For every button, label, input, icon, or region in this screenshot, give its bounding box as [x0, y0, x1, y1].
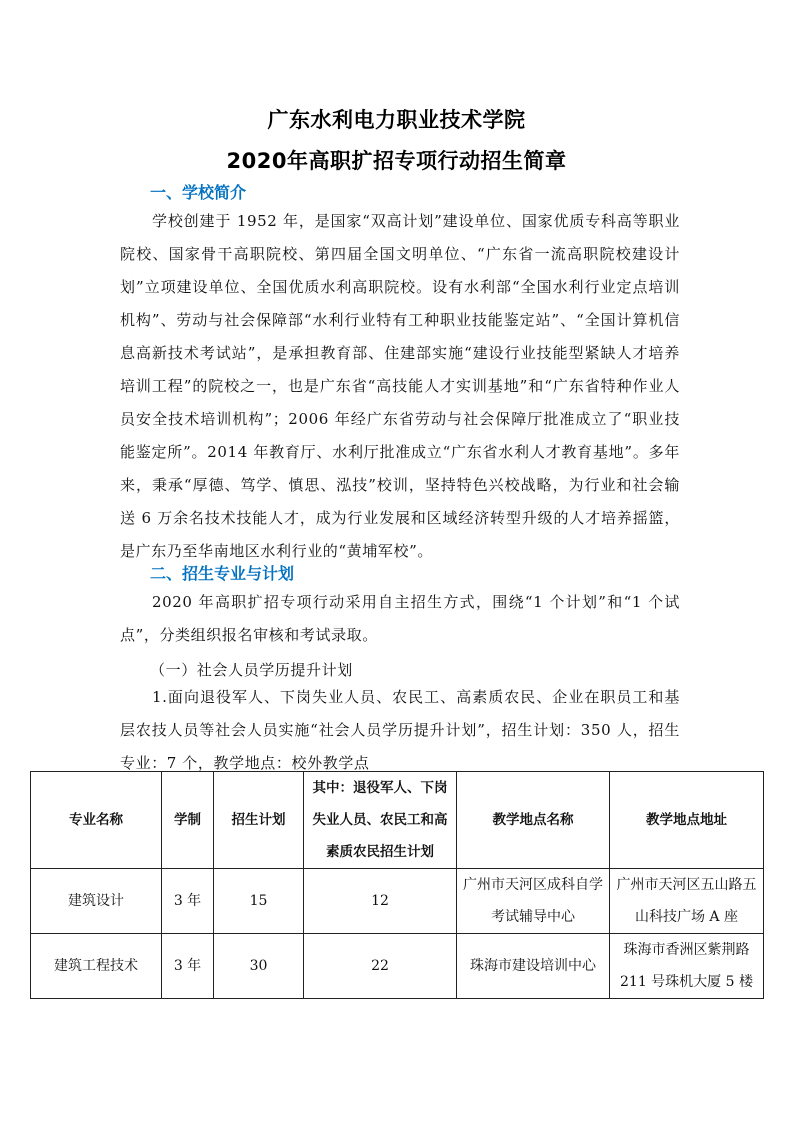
cell-site-name: 广州市天河区成科自学考试辅导中心: [457, 869, 610, 934]
table-header-row: [31, 772, 764, 869]
cell-plan: 30: [214, 934, 304, 999]
cell-plan: 15: [214, 869, 304, 934]
section-heading-school-intro: 一、学校简介: [150, 183, 247, 202]
cell-duration: 3 年: [162, 869, 214, 934]
cell-special-plan: 12: [304, 869, 457, 934]
cell-special-plan: 22: [304, 934, 457, 999]
cell-major: 建筑工程技术: [31, 934, 162, 999]
cell-duration: 3 年: [162, 934, 214, 999]
header-site-name: 教学地点名称: [457, 772, 610, 869]
section-heading-enrollment: 二、招生专业与计划: [150, 564, 295, 583]
table-row: [31, 934, 764, 999]
cell-major: 建筑设计: [31, 869, 162, 934]
enrollment-paragraph: 2020 年高职扩招专项行动采用自主招生方式，围绕“1 个计划”和“1 个试点”，分类组织报名审核和考试录取。: [120, 593, 680, 644]
plan-item-1: 1.面向退役军人、下岗失业人员、农民工、高素质农民、企业在职员工和基层农技人员等社会人员实施“社会人员学历提升计划”，招生计划：350 人，招生专业：7 个，教学地点：校外教学点: [120, 688, 680, 772]
header-duration: 学制: [162, 772, 214, 869]
cell-site-name: 珠海市建设培训中心: [457, 934, 610, 999]
document-subtitle: 2020年高职扩招专项行动招生简章: [226, 149, 567, 173]
table-row: [31, 869, 764, 934]
enrollment-table: [30, 771, 764, 999]
header-plan: 招生计划: [214, 772, 304, 869]
cell-site-address: 广州市天河区五山路五山科技广场 A 座: [610, 869, 764, 934]
document-title: 广东水利电力职业技术学院: [267, 108, 526, 132]
cell-site-address: 珠海市香洲区紫荆路 211 号珠机大厦 5 楼: [610, 934, 764, 999]
school-intro-paragraph: 学校创建于 1952 年，是国家“双高计划”建设单位、国家优质专科高等职业院校、国家骨干高职院校、第四届全国文明单位、“广东省一流高职院校建设计划”立项建设单位、全国优质水利高职院校。设有水利部“全国水利行业定点培训机构”、劳动与社会保障部“水利行业特有工种职业技能鉴定站”、“全国计算机信息高新技术考试站”，是承担教育部、住建部实施“建设行业技能型紧缺人才培养培训工程”的院校之一，也是广东省“高技能人才实训基地”和“广东省特种作业人员安全技术培训机构”；2006 年经广东省劳动与社会保障厅批准成立了“职业技能鉴定所”。2014 年教育厅、水利厅批准成立“广东省水利人才教育基地”。多年来，秉承“厚德、笃学、慎思、泓技”校训，坚持特色兴校战略，为行业和社会输送 6 万余名技术技能人才，成为行业发展和区域经济转型升级的人才培养摇篮，是广东乃至华南地区水利行业的“黄埔军校”。: [120, 212, 680, 560]
header-special-plan: 其中：退役军人、下岗失业人员、农民工和高素质农民招生计划: [304, 772, 457, 869]
header-major: 专业名称: [31, 772, 162, 869]
header-site-address: 教学地点地址: [610, 772, 764, 869]
subheading-social-plan: （一）社会人员学历提升计划: [150, 661, 353, 679]
